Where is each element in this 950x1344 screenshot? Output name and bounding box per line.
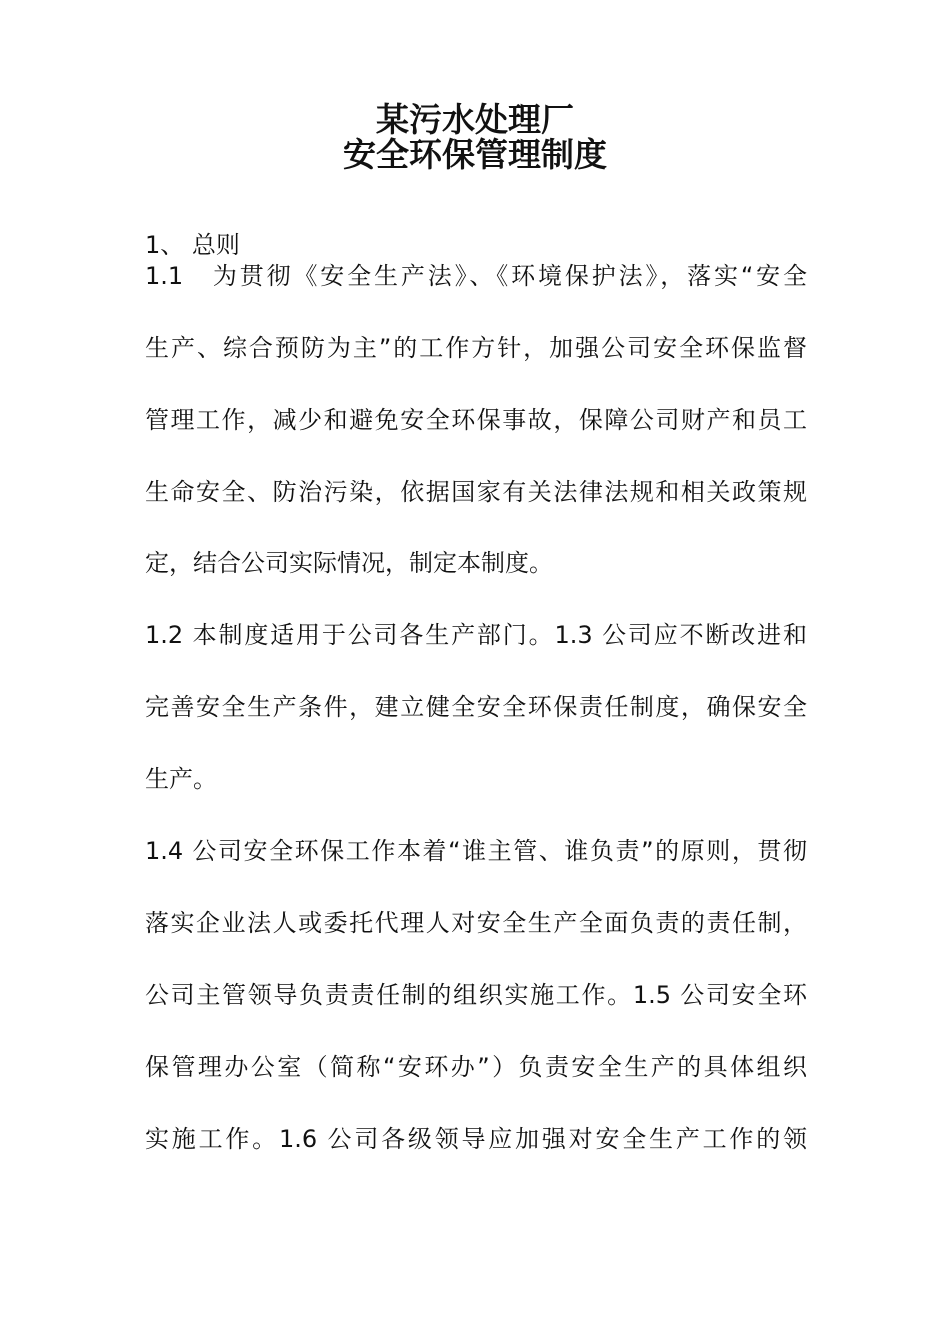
- paragraph-line: 1.2 本制度适用于公司各生产部门。1.3 公司应不断改进和: [145, 621, 807, 649]
- paragraph-line: 公司主管领导负责责任制的组织实施工作。1.5 公司安全环: [145, 981, 807, 1009]
- paragraph-line: 1.1 为贯彻《安全生产法》、《环境保护法》，落实“安全: [145, 262, 807, 290]
- section-heading: 1、 总则: [145, 231, 240, 259]
- paragraph-line: 完善安全生产条件，建立健全安全环保责任制度，确保安全: [145, 693, 807, 721]
- paragraph-line: 落实企业法人或委托代理人对安全生产全面负责的责任制，: [145, 909, 807, 937]
- paragraph-line: 实施工作。1.6 公司各级领导应加强对安全生产工作的领: [145, 1125, 807, 1153]
- paragraph-line: 管理工作，减少和避免安全环保事故，保障公司财产和员工: [145, 406, 807, 434]
- paragraph-line: 生命安全、防治污染，依据国家有关法律法规和相关政策规: [145, 478, 807, 506]
- paragraph-line: 生产。: [145, 765, 217, 793]
- document-title-line-1: 某污水处理厂: [376, 100, 574, 139]
- paragraph-line: 定，结合公司实际情况，制定本制度。: [145, 549, 553, 577]
- paragraph-line: 保管理办公室（简称“安环办”）负责安全生产的具体组织: [145, 1053, 807, 1081]
- document-title-line-2: 安全环保管理制度: [343, 135, 607, 174]
- paragraph-line: 1.4 公司安全环保工作本着“谁主管、谁负责”的原则，贯彻: [145, 837, 807, 865]
- paragraph-line: 生产、综合预防为主”的工作方针，加强公司安全环保监督: [145, 334, 807, 362]
